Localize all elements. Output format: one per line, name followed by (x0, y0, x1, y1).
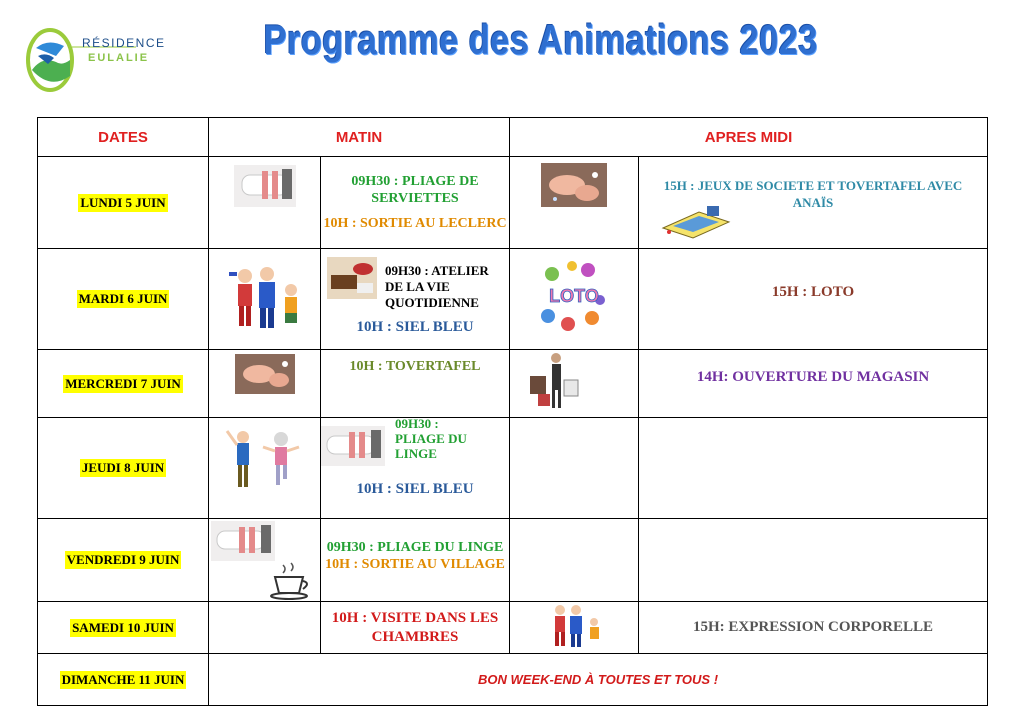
afternoon-activity-cell (639, 519, 988, 602)
morning-picture-cell (209, 519, 321, 602)
morning-activity-cell (321, 519, 510, 602)
day-label: SAMEDI 10 JUIN (72, 619, 174, 635)
afternoon-picture-cell (510, 157, 639, 249)
date-cell (38, 654, 209, 706)
morning-picture-cell (209, 350, 321, 418)
morning-activity-cell (321, 602, 510, 654)
activity-text: 10H : SIEL BLEU (356, 318, 474, 335)
day-label: JEUDI 8 JUIN (81, 460, 165, 475)
afternoon-activity-cell (639, 157, 988, 249)
loto-word: LOTO (549, 285, 599, 306)
day-label: MARDI 6 JUIN (78, 291, 168, 306)
day-label: MERCREDI 7 JUIN (65, 375, 181, 391)
morning-picture-cell (209, 157, 321, 249)
folded-napkins-icon (232, 161, 298, 209)
activity-text: 15H: EXPRESSION CORPORELLE (693, 619, 934, 635)
table-row-mercredi (38, 350, 988, 418)
morning-picture-cell (209, 602, 321, 654)
date-cell (38, 418, 209, 519)
folded-linen-icon (321, 422, 385, 470)
activity-text: 09H30 : ATELIER DE LA VIE QUOTIDIENNE (385, 262, 489, 310)
activity-text: 15H : JEUX DE SOCIETE ET TOVERTAFEL AVEC ANAÏS (663, 177, 963, 210)
morning-activity-cell (321, 157, 510, 249)
activity-text: 10H : TOVERTAFEL (349, 358, 481, 374)
seniors-exercise-icon (223, 262, 307, 332)
table-row-dimanche (38, 654, 988, 706)
kitchen-workshop-icon (327, 257, 377, 299)
activity-text: 10H : SIEL BLEU (356, 481, 474, 497)
activity-text: 09H30 : PLIAGE DU LINGE (326, 540, 504, 555)
programme-table (37, 117, 988, 706)
weekend-banner: BON WEEK-END À TOUTES ET TOUS ! (478, 671, 719, 687)
date-cell (38, 602, 209, 654)
seniors-exercise-icon (544, 602, 604, 648)
logo-line1: RÉSIDENCE (82, 36, 166, 50)
afternoon-activity-cell (639, 350, 988, 418)
afternoon-picture-cell (510, 350, 639, 418)
afternoon-activity-cell (639, 418, 988, 519)
table-row-samedi (38, 602, 988, 654)
date-cell (38, 249, 209, 350)
seniors-gym-icon (223, 425, 307, 493)
header-matin: MATIN (209, 118, 510, 157)
table-row-lundi (38, 157, 988, 249)
date-cell (38, 519, 209, 602)
date-cell (38, 350, 209, 418)
day-label: VENDREDI 9 JUIN (66, 552, 180, 567)
morning-activity-cell (321, 418, 510, 519)
board-game-icon (659, 202, 731, 240)
morning-picture-cell (209, 249, 321, 350)
tovertafel-hands-icon (235, 354, 295, 394)
activity-text: 09H30 : PLIAGE DU LINGE (395, 416, 467, 461)
afternoon-activity-cell (639, 249, 988, 350)
table-row-jeudi (38, 418, 988, 519)
weekend-banner-cell (209, 654, 988, 706)
header-apres-midi: APRES MIDI (510, 118, 988, 157)
activity-text: 10H : SORTIE AU VILLAGE (325, 557, 505, 572)
logo-line2: EULALIE (88, 52, 150, 64)
morning-picture-cell (209, 418, 321, 519)
day-label: DIMANCHE 11 JUIN (61, 671, 185, 687)
activity-text: 09H30 : PLIAGE DE SERVIETTES (351, 174, 479, 206)
afternoon-picture-cell (510, 602, 639, 654)
morning-activity-cell (321, 350, 510, 418)
loto-balls-icon (538, 260, 610, 334)
afternoon-activity-cell (639, 602, 988, 654)
header-dates: DATES (38, 118, 209, 157)
page-title: Programme des Animations 2023 (263, 16, 818, 63)
afternoon-picture-cell (510, 519, 639, 602)
activity-text: 14H: OUVERTURE DU MAGASIN (696, 369, 930, 385)
day-label: LUNDI 5 JUIN (80, 194, 166, 210)
table-row-mardi (38, 249, 988, 350)
table-game-hands-icon (541, 163, 607, 207)
coffee-cup-icon (269, 561, 313, 601)
activity-text: 10H : SORTIE AU LECLERC (323, 216, 507, 231)
activity-text: 10H : VISITE DANS LES CHAMBRES (331, 609, 499, 645)
table-row-vendredi (38, 519, 988, 602)
date-cell (38, 157, 209, 249)
activity-text: 15H : LOTO (771, 283, 855, 300)
afternoon-picture-cell (510, 249, 639, 350)
morning-activity-cell (321, 249, 510, 350)
shopping-bags-icon (526, 350, 582, 412)
header-row (38, 118, 988, 157)
folded-linen-icon (211, 519, 275, 565)
afternoon-picture-cell (510, 418, 639, 519)
